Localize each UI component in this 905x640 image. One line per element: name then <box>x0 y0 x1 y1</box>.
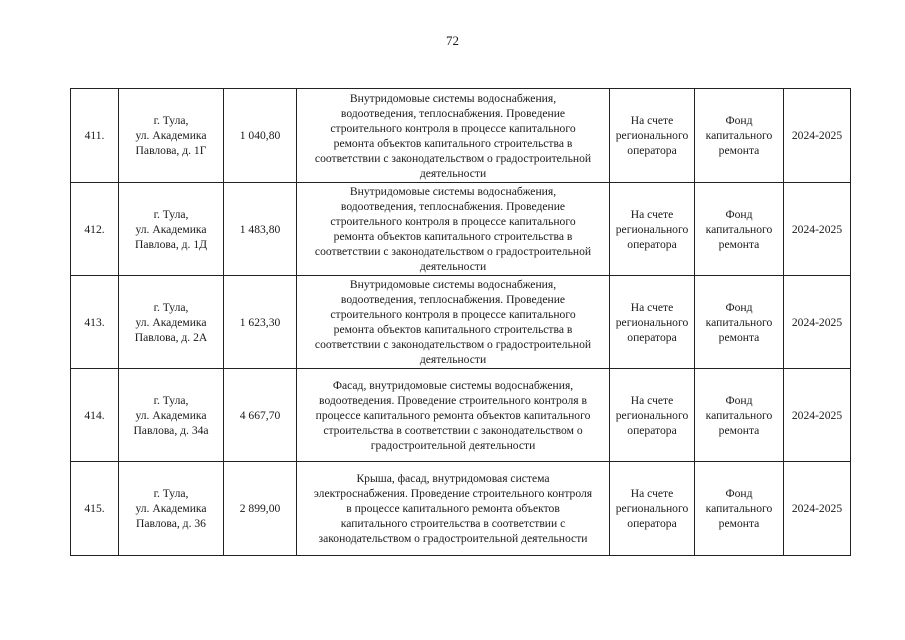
work-description-cell <box>297 183 610 276</box>
funding-source-cell-line: Фонд <box>725 393 753 407</box>
work-description-cell-line: деятельности <box>419 166 487 180</box>
capital-repair-table <box>70 88 851 556</box>
period-cell: 2024-2025 <box>784 369 851 462</box>
work-description-cell-line: ремонта объектов капитального строительства в <box>333 136 573 150</box>
funding-source-cell-line: ремонта <box>718 144 760 157</box>
fund-status-cell-line: регионального <box>615 315 689 329</box>
address-cell-line: ул. Академика <box>135 129 207 142</box>
work-description-cell-line: строительного контроля в процессе капитального <box>330 308 576 321</box>
address-cell-line: г. Тула, <box>153 207 189 221</box>
work-description-cell-line: водоотведения, теплоснабжения. Проведение <box>340 293 566 306</box>
row-number: 413. <box>71 276 119 369</box>
funding-source-cell <box>695 183 784 276</box>
address-cell-line: г. Тула, <box>153 114 189 127</box>
period-cell: 2024-2025 <box>784 462 851 556</box>
table-row <box>71 369 851 462</box>
work-description-cell-line: водоотведения, теплоснабжения. Проведение <box>340 200 566 213</box>
address-cell-line: Павлова, д. 1Г <box>135 144 207 157</box>
funding-source-cell <box>695 89 784 183</box>
funding-source-cell-line: Фонд <box>725 487 753 500</box>
work-description-cell-line: соответствии с законодательством о градостроительной <box>314 338 592 351</box>
work-description-cell <box>297 276 610 369</box>
work-description-cell-line: электроснабжения. Проведение строительного контроля <box>313 487 593 500</box>
funding-source-cell-line: ремонта <box>718 517 760 530</box>
area-cell: 1 483,80 <box>224 183 297 276</box>
area-cell: 1 623,30 <box>224 276 297 369</box>
work-description-cell-line: в процессе капитального ремонта объектов <box>346 502 560 515</box>
funding-source-cell-line: Фонд <box>725 300 753 314</box>
work-description-cell-line: капитального строительства в соответствии с <box>340 517 566 530</box>
row-number: 414. <box>71 369 119 462</box>
funding-source-cell-line: ремонта <box>718 330 760 344</box>
work-description-cell-line: ремонта объектов капитального строительства в <box>333 230 573 243</box>
address-cell-line: ул. Академика <box>135 408 207 422</box>
funding-source-cell <box>695 276 784 369</box>
address-cell-line: г. Тула, <box>153 487 189 500</box>
funding-source-cell <box>695 462 784 556</box>
page-number: 72 <box>446 33 459 48</box>
fund-status-cell-line: На счете <box>630 487 674 500</box>
period-cell: 2024-2025 <box>784 276 851 369</box>
fund-status-cell-line: оператора <box>627 517 677 530</box>
work-description-cell-line: Внутридомовые системы водоснабжения, <box>349 278 557 291</box>
work-description-cell-line: строительства в соответствии с законодательством о <box>323 423 583 437</box>
fund-status-cell-line: На счете <box>630 114 674 127</box>
work-description-cell-line: соответствии с законодательством о градостроительной <box>314 151 592 165</box>
address-cell <box>119 462 224 556</box>
work-description-cell-line: законодательством о градостроительной деятельности <box>318 532 588 545</box>
funding-source-cell-line: капитального <box>705 408 773 422</box>
address-cell <box>119 276 224 369</box>
fund-status-cell-line: регионального <box>615 129 689 142</box>
address-cell-line: г. Тула, <box>153 393 189 407</box>
address-cell-line: Павлова, д. 34а <box>133 423 209 437</box>
address-cell-line: ул. Академика <box>135 502 207 515</box>
fund-status-cell-line: оператора <box>627 144 677 157</box>
fund-status-cell-line: регионального <box>615 408 689 422</box>
work-description-cell-line: строительного контроля в процессе капитального <box>330 215 576 228</box>
address-cell <box>119 183 224 276</box>
funding-source-cell-line: капитального <box>705 129 773 142</box>
table-row <box>71 462 851 556</box>
work-description-cell <box>297 369 610 462</box>
funding-source-cell-line: Фонд <box>725 114 753 127</box>
table-row <box>71 276 851 369</box>
work-description-cell-line: Крыша, фасад, внутридомовая система <box>356 472 550 485</box>
area-cell: 1 040,80 <box>224 89 297 183</box>
fund-status-cell-line: оператора <box>627 237 677 251</box>
period-cell: 2024-2025 <box>784 89 851 183</box>
row-number: 412. <box>71 183 119 276</box>
address-cell-line: Павлова, д. 2А <box>134 330 208 344</box>
fund-status-cell-line: регионального <box>615 222 689 236</box>
fund-status-cell <box>610 462 695 556</box>
address-cell-line: Павлова, д. 1Д <box>134 237 208 251</box>
address-cell-line: Павлова, д. 36 <box>136 517 206 530</box>
address-cell-line: ул. Академика <box>135 222 207 236</box>
work-description-cell-line: Фасад, внутридомовые системы водоснабжения, <box>332 378 574 392</box>
address-cell-line: г. Тула, <box>153 300 189 314</box>
address-cell-line: ул. Академика <box>135 315 207 329</box>
work-description-cell-line: градостроительной деятельности <box>370 438 536 452</box>
fund-status-cell <box>610 276 695 369</box>
funding-source-cell-line: Фонд <box>725 207 753 221</box>
fund-status-cell-line: регионального <box>615 502 689 515</box>
fund-status-cell <box>610 369 695 462</box>
work-description-cell <box>297 89 610 183</box>
address-cell <box>119 89 224 183</box>
work-description-cell-line: деятельности <box>419 353 487 366</box>
row-number: 411. <box>71 89 119 183</box>
area-cell: 2 899,00 <box>224 462 297 556</box>
table-row <box>71 89 851 183</box>
work-description-cell <box>297 462 610 556</box>
table-body <box>71 89 851 556</box>
funding-source-cell-line: ремонта <box>718 237 760 251</box>
work-description-cell-line: деятельности <box>419 260 487 273</box>
table-row <box>71 183 851 276</box>
fund-status-cell <box>610 89 695 183</box>
funding-source-cell <box>695 369 784 462</box>
fund-status-cell <box>610 183 695 276</box>
work-description-cell-line: Внутридомовые системы водоснабжения, <box>349 91 557 105</box>
fund-status-cell-line: На счете <box>630 300 674 314</box>
area-cell: 4 667,70 <box>224 369 297 462</box>
work-description-cell-line: водоотведения, теплоснабжения. Проведение <box>340 106 566 120</box>
fund-status-cell-line: оператора <box>627 330 677 344</box>
fund-status-cell-line: оператора <box>627 423 677 437</box>
work-description-cell-line: Внутридомовые системы водоснабжения, <box>349 185 557 198</box>
fund-status-cell-line: На счете <box>630 207 674 221</box>
work-description-cell-line: соответствии с законодательством о градостроительной <box>314 245 592 258</box>
work-description-cell-line: процессе капитального ремонта объектов капитального <box>315 408 591 422</box>
funding-source-cell-line: капитального <box>705 315 773 329</box>
fund-status-cell-line: На счете <box>630 393 674 407</box>
work-description-cell-line: строительного контроля в процессе капитального <box>330 121 576 135</box>
funding-source-cell-line: капитального <box>705 222 773 236</box>
work-description-cell-line: водоотведения. Проведение строительного контроля в <box>319 393 587 407</box>
funding-source-cell-line: капитального <box>705 502 773 515</box>
address-cell <box>119 369 224 462</box>
work-description-cell-line: ремонта объектов капитального строительства в <box>333 323 573 336</box>
funding-source-cell-line: ремонта <box>718 423 760 437</box>
row-number: 415. <box>71 462 119 556</box>
period-cell: 2024-2025 <box>784 183 851 276</box>
